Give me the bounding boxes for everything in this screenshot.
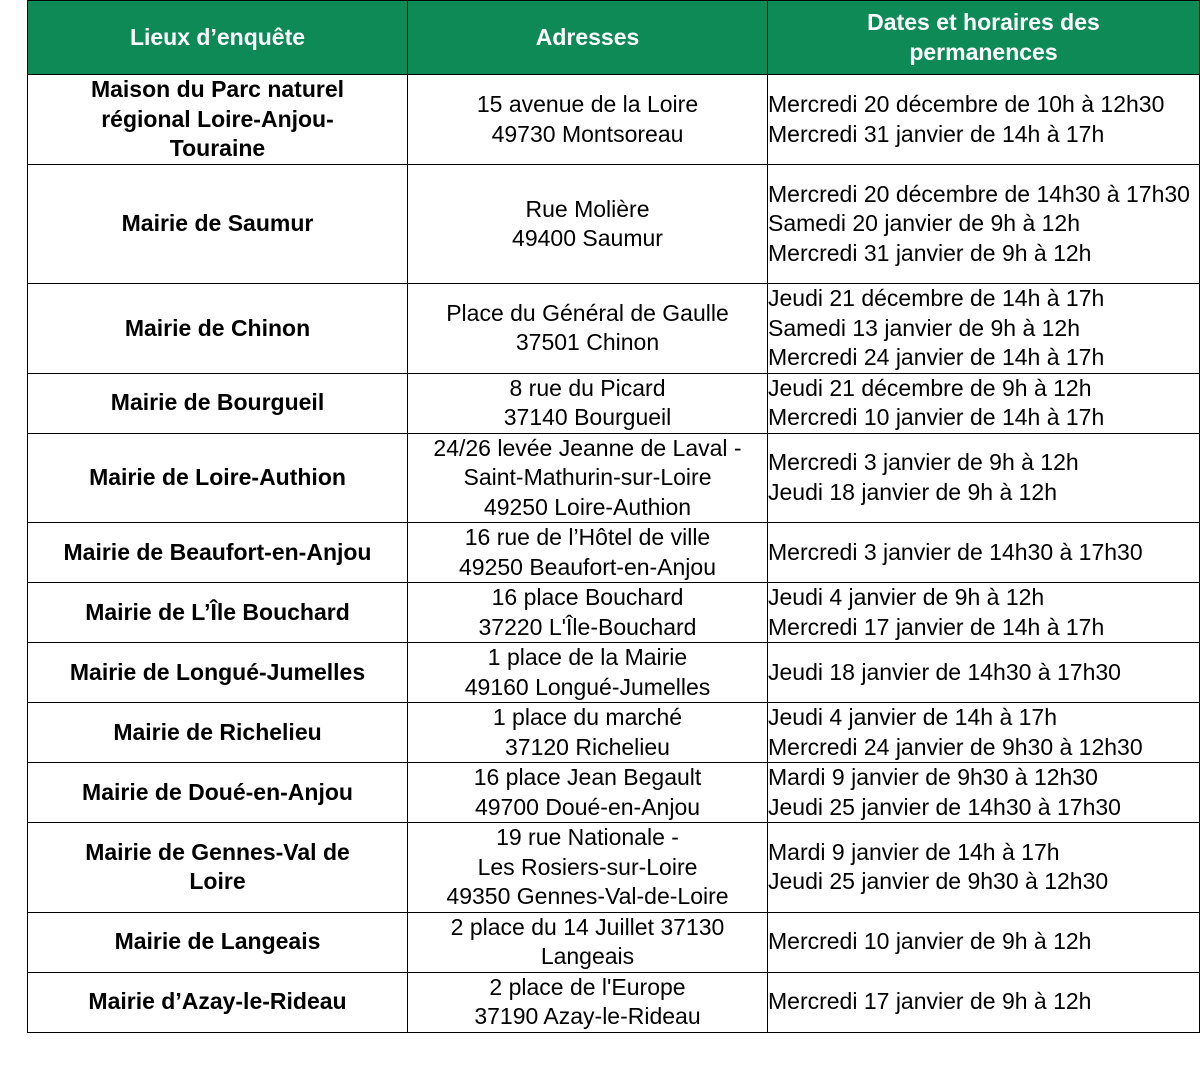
place-name: Mairie de Beaufort-en-Anjou [63, 538, 372, 565]
address-cell [408, 763, 768, 823]
date-line: Mercredi 24 janvier de 9h30 à 12h30 [768, 733, 1143, 760]
date-line: Jeudi 4 janvier de 9h à 12h [768, 584, 1045, 610]
place-name: Mairie de Bourgueil [110, 389, 325, 416]
address-line: 16 place Jean Begault [473, 764, 702, 790]
table-row [28, 972, 1200, 1032]
address-cell [408, 75, 768, 165]
place-name: Mairie de Chinon [124, 314, 311, 341]
date-line: Mardi 9 janvier de 14h à 17h [768, 838, 1060, 865]
address-cell [408, 703, 768, 763]
dates-cell [768, 433, 1200, 523]
dates-cell [768, 373, 1200, 433]
address-cell [408, 165, 768, 284]
date-line: Mercredi 10 janvier de 14h à 17h [768, 404, 1105, 430]
dates-cell [768, 165, 1200, 284]
address-cell [408, 433, 768, 523]
address-line: 2 place du 14 Juillet 37130 Langeais [450, 913, 725, 969]
header-dates [768, 1, 1200, 75]
address-line: 16 place Bouchard [491, 584, 684, 610]
place-name: Maison du Parc naturel régional Loire-Anjou-Touraine [90, 76, 345, 162]
place-name: Mairie de Richelieu [113, 718, 322, 745]
address-line: Place du Général de Gaulle [446, 299, 729, 326]
date-line: Mercredi 17 janvier de 14h à 17h [768, 613, 1105, 640]
table-row [28, 523, 1200, 583]
address-line: 49250 Beaufort-en-Anjou [458, 553, 717, 580]
date-line: Jeudi 21 décembre de 14h à 17h [768, 285, 1105, 311]
address-line: 16 rue de l’Hôtel de ville [464, 524, 711, 550]
address-cell [408, 284, 768, 374]
place-name: Mairie de Doué-en-Anjou [82, 778, 353, 805]
date-line: Jeudi 21 décembre de 9h à 12h [768, 374, 1092, 401]
address-line: 24/26 levée Jeanne de Laval - [433, 434, 742, 461]
address-line: 49400 Saumur [512, 225, 663, 251]
place-name: Mairie d’Azay-le-Rideau [88, 988, 347, 1015]
dates-cell [768, 763, 1200, 823]
address-line: 49250 Loire-Authion [483, 493, 692, 520]
table-row [28, 373, 1200, 433]
place-cell [28, 583, 408, 643]
address-line: 49350 Gennes-Val-de-Loire [446, 883, 729, 909]
place-cell [28, 823, 408, 913]
place-name: Mairie de Loire-Authion [89, 464, 346, 490]
place-cell [28, 912, 408, 972]
date-line: Jeudi 4 janvier de 14h à 17h [768, 704, 1057, 730]
address-line: 37120 Richelieu [505, 733, 670, 760]
table-row [28, 912, 1200, 972]
place-cell [28, 763, 408, 823]
date-line: Jeudi 25 janvier de 9h30 à 12h30 [768, 868, 1109, 895]
date-line: Jeudi 18 janvier de 9h à 12h [768, 478, 1057, 505]
date-line: Mardi 9 janvier de 9h30 à 12h30 [768, 764, 1098, 790]
date-line: Mercredi 20 décembre de 10h à 12h30 [768, 91, 1165, 117]
place-cell [28, 643, 408, 703]
permanences-table [27, 0, 1200, 1033]
header-dates-label: Dates et horaires des permanences [867, 9, 1100, 65]
dates-cell [768, 972, 1200, 1032]
address-line: Saint-Mathurin-sur-Loire [463, 464, 712, 490]
address-line: Rue Molière [525, 195, 650, 222]
place-cell [28, 373, 408, 433]
place-cell [28, 703, 408, 763]
address-line: 49700 Doué-en-Anjou [474, 793, 701, 820]
dates-cell [768, 643, 1200, 703]
place-name: Mairie de L’Île Bouchard [85, 598, 350, 625]
header-address: Adresses [408, 1, 768, 75]
address-line: 49730 Montsoreau [491, 120, 684, 147]
address-line: 2 place de l'Europe [489, 973, 686, 1000]
place-cell [28, 75, 408, 165]
place-name: Mairie de Langeais [114, 928, 321, 955]
address-line: 37501 Chinon [515, 329, 660, 356]
address-cell [408, 643, 768, 703]
table-row [28, 763, 1200, 823]
table-row [28, 284, 1200, 374]
header-place: Lieux d’enquête [28, 1, 408, 75]
date-line: Mercredi 24 janvier de 14h à 17h [768, 344, 1105, 370]
date-line: Mercredi 3 janvier de 9h à 12h [768, 449, 1079, 476]
address-line: 37220 L'Île-Bouchard [478, 613, 697, 640]
place-cell [28, 284, 408, 374]
place-name: Mairie de Gennes-Val de Loire [85, 838, 350, 895]
dates-cell [768, 912, 1200, 972]
place-cell [28, 433, 408, 523]
date-line: Mercredi 20 décembre de 14h30 à 17h30 [768, 180, 1190, 207]
date-line: Jeudi 18 janvier de 14h30 à 17h30 [768, 658, 1121, 685]
address-line: 49160 Longué-Jumelles [464, 673, 711, 700]
address-cell [408, 823, 768, 913]
table-header-row [28, 1, 1200, 75]
address-cell [408, 583, 768, 643]
table-row [28, 165, 1200, 284]
table-row [28, 703, 1200, 763]
date-line: Mercredi 31 janvier de 14h à 17h [768, 120, 1105, 147]
address-line: 1 place de la Mairie [487, 644, 688, 670]
address-line: 37190 Azay-le-Rideau [474, 1003, 701, 1029]
date-line: Jeudi 25 janvier de 14h30 à 17h30 [768, 793, 1121, 820]
date-line: Samedi 20 janvier de 9h à 12h [768, 210, 1080, 237]
address-line: 15 avenue de la Loire [476, 91, 699, 117]
date-line: Mercredi 17 janvier de 9h à 12h [768, 988, 1092, 1015]
date-line: Mercredi 3 janvier de 14h30 à 17h30 [768, 538, 1143, 565]
dates-cell [768, 75, 1200, 165]
address-line: Les Rosiers-sur-Loire [477, 853, 698, 880]
table-row [28, 433, 1200, 523]
dates-cell [768, 703, 1200, 763]
table-row [28, 823, 1200, 913]
table-row [28, 643, 1200, 703]
address-line: 19 rue Nationale - [496, 824, 679, 850]
address-line: 8 rue du Picard [509, 374, 666, 401]
dates-cell [768, 583, 1200, 643]
place-name: Mairie de Longué-Jumelles [69, 658, 366, 685]
address-line: 1 place du marché [492, 704, 683, 730]
date-line: Mercredi 10 janvier de 9h à 12h [768, 928, 1092, 955]
date-line: Mercredi 31 janvier de 9h à 12h [768, 239, 1092, 266]
place-cell [28, 523, 408, 583]
place-cell [28, 165, 408, 284]
dates-cell [768, 284, 1200, 374]
address-line: 37140 Bourgueil [503, 404, 672, 430]
date-line: Samedi 13 janvier de 9h à 12h [768, 314, 1080, 341]
table-row [28, 583, 1200, 643]
address-cell [408, 912, 768, 972]
place-cell [28, 972, 408, 1032]
address-cell [408, 523, 768, 583]
dates-cell [768, 523, 1200, 583]
table-row [28, 75, 1200, 165]
dates-cell [768, 823, 1200, 913]
place-name: Mairie de Saumur [121, 210, 314, 237]
table-body [28, 75, 1200, 1033]
address-cell [408, 972, 768, 1032]
address-cell [408, 373, 768, 433]
